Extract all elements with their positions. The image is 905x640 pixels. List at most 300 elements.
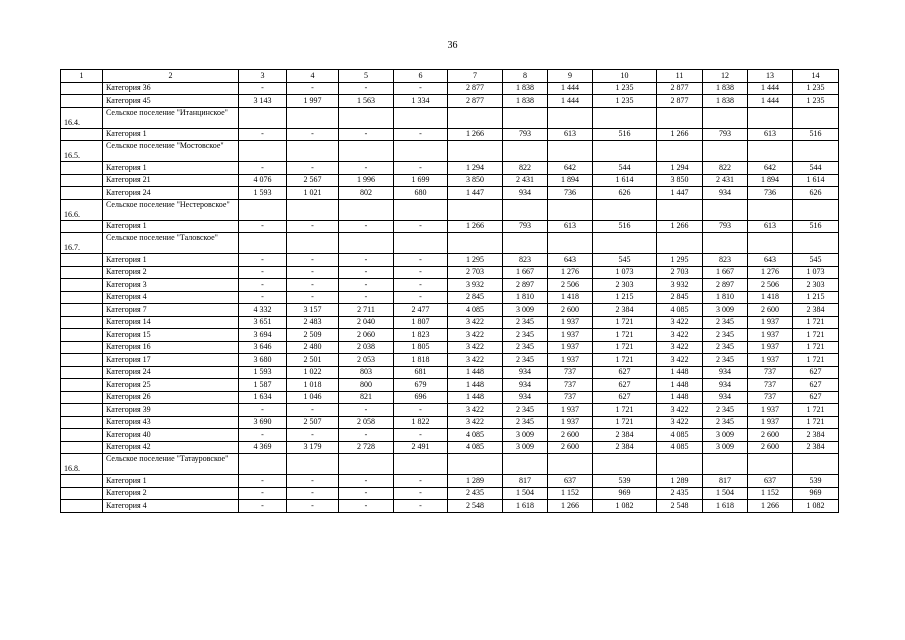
value-cell: 627 — [593, 366, 657, 379]
empty-cell — [448, 141, 503, 162]
value-cell: - — [287, 429, 339, 442]
value-cell: 3 422 — [448, 354, 503, 367]
category-name: Категория 24 — [103, 366, 239, 379]
value-cell: 3 694 — [239, 329, 287, 342]
column-header: 13 — [748, 70, 793, 83]
value-cell: 1 810 — [503, 291, 548, 304]
row-code — [61, 95, 103, 108]
value-cell: - — [339, 291, 394, 304]
empty-cell — [287, 454, 339, 475]
value-cell: 2 600 — [748, 429, 793, 442]
value-cell: 822 — [503, 162, 548, 175]
settlement-name: Сельское поселение "Итанцинское" — [103, 107, 239, 128]
empty-cell — [394, 233, 448, 254]
column-header: 5 — [339, 70, 394, 83]
value-cell: - — [287, 220, 339, 233]
value-cell: - — [239, 266, 287, 279]
value-cell: 1 082 — [793, 500, 839, 513]
value-cell: 1 266 — [657, 128, 703, 141]
value-cell: 793 — [503, 220, 548, 233]
empty-cell — [793, 199, 839, 220]
value-cell: 934 — [703, 366, 748, 379]
value-cell: 736 — [748, 187, 793, 200]
value-cell: 1 444 — [748, 95, 793, 108]
row-code — [61, 475, 103, 488]
row-code — [61, 341, 103, 354]
value-cell: 1 937 — [748, 341, 793, 354]
category-name: Категория 42 — [103, 441, 239, 454]
value-cell: 2 711 — [339, 304, 394, 317]
value-cell: 626 — [793, 187, 839, 200]
category-name: Категория 1 — [103, 254, 239, 267]
category-name: Категория 1 — [103, 128, 239, 141]
value-cell: 1 818 — [394, 354, 448, 367]
value-cell: 802 — [339, 187, 394, 200]
value-cell: 737 — [748, 366, 793, 379]
value-cell: 736 — [548, 187, 593, 200]
value-cell: 696 — [394, 391, 448, 404]
value-cell: - — [287, 291, 339, 304]
empty-cell — [657, 141, 703, 162]
value-cell: 2 845 — [657, 291, 703, 304]
value-cell: - — [339, 475, 394, 488]
empty-cell — [703, 233, 748, 254]
row-code: 16.5. — [61, 141, 103, 162]
table-header-row — [61, 70, 839, 83]
row-code — [61, 291, 103, 304]
row-code: 16.4. — [61, 107, 103, 128]
value-cell: 1 266 — [748, 500, 793, 513]
value-cell: 1 334 — [394, 95, 448, 108]
empty-cell — [503, 107, 548, 128]
value-cell: 1 823 — [394, 329, 448, 342]
value-cell: 2 703 — [657, 266, 703, 279]
value-cell: 817 — [703, 475, 748, 488]
value-cell: 1 266 — [657, 220, 703, 233]
category-name: Категория 15 — [103, 329, 239, 342]
value-cell: 2 058 — [339, 416, 394, 429]
category-name: Категория 24 — [103, 187, 239, 200]
empty-cell — [287, 199, 339, 220]
value-cell: 737 — [548, 379, 593, 392]
table-row — [61, 404, 839, 417]
table-body — [61, 70, 839, 513]
value-cell: 1 447 — [448, 187, 503, 200]
value-cell: 817 — [503, 475, 548, 488]
value-cell: 2 345 — [503, 316, 548, 329]
empty-cell — [339, 199, 394, 220]
empty-cell — [548, 199, 593, 220]
value-cell: 1 046 — [287, 391, 339, 404]
row-code — [61, 404, 103, 417]
category-name: Категория 17 — [103, 354, 239, 367]
value-cell: 4 085 — [657, 441, 703, 454]
category-name: Категория 14 — [103, 316, 239, 329]
value-cell: 969 — [793, 487, 839, 500]
value-cell: 2 897 — [503, 279, 548, 292]
value-cell: 4 085 — [448, 441, 503, 454]
value-cell: - — [394, 500, 448, 513]
value-cell: 1 587 — [239, 379, 287, 392]
value-cell: 2 060 — [339, 329, 394, 342]
value-cell: 2 345 — [503, 329, 548, 342]
row-code — [61, 429, 103, 442]
value-cell: 642 — [548, 162, 593, 175]
row-code — [61, 304, 103, 317]
empty-cell — [287, 107, 339, 128]
row-code — [61, 187, 103, 200]
table-row — [61, 475, 839, 488]
row-code — [61, 162, 103, 175]
value-cell: 737 — [748, 379, 793, 392]
value-cell: - — [287, 404, 339, 417]
value-cell: 1 937 — [748, 329, 793, 342]
value-cell: - — [239, 220, 287, 233]
value-cell: 1 618 — [703, 500, 748, 513]
empty-cell — [548, 454, 593, 475]
category-name: Категория 1 — [103, 162, 239, 175]
value-cell: 1 448 — [657, 391, 703, 404]
empty-cell — [593, 454, 657, 475]
value-cell: 934 — [503, 391, 548, 404]
value-cell: 969 — [593, 487, 657, 500]
row-code — [61, 366, 103, 379]
empty-cell — [339, 454, 394, 475]
empty-cell — [593, 141, 657, 162]
value-cell: 613 — [548, 128, 593, 141]
row-code — [61, 329, 103, 342]
value-cell: 934 — [503, 366, 548, 379]
empty-cell — [448, 107, 503, 128]
value-cell: 643 — [548, 254, 593, 267]
section-row — [61, 107, 839, 128]
value-cell: 643 — [748, 254, 793, 267]
value-cell: 3 009 — [703, 441, 748, 454]
value-cell: 2 384 — [793, 441, 839, 454]
table-row — [61, 279, 839, 292]
empty-cell — [657, 107, 703, 128]
empty-cell — [593, 199, 657, 220]
value-cell: 2 703 — [448, 266, 503, 279]
value-cell: - — [339, 128, 394, 141]
empty-cell — [448, 199, 503, 220]
row-code — [61, 354, 103, 367]
value-cell: 3 157 — [287, 304, 339, 317]
value-cell: 516 — [793, 128, 839, 141]
value-cell: - — [339, 404, 394, 417]
empty-cell — [548, 233, 593, 254]
value-cell: 2 384 — [593, 429, 657, 442]
empty-cell — [793, 233, 839, 254]
value-cell: 1 295 — [657, 254, 703, 267]
value-cell: 1 667 — [503, 266, 548, 279]
value-cell: 1 289 — [657, 475, 703, 488]
table-row — [61, 82, 839, 95]
value-cell: 516 — [593, 128, 657, 141]
empty-cell — [657, 233, 703, 254]
column-header: 1 — [61, 70, 103, 83]
value-cell: 637 — [748, 475, 793, 488]
value-cell: 2 600 — [748, 304, 793, 317]
value-cell: 1 266 — [548, 500, 593, 513]
value-cell: 2 600 — [548, 429, 593, 442]
table-row — [61, 329, 839, 342]
value-cell: 1 937 — [748, 354, 793, 367]
value-cell: 626 — [593, 187, 657, 200]
value-cell: - — [339, 220, 394, 233]
table-row — [61, 162, 839, 175]
value-cell: 3 422 — [448, 329, 503, 342]
value-cell: 2 345 — [703, 404, 748, 417]
value-cell: 2 345 — [503, 404, 548, 417]
value-cell: - — [287, 82, 339, 95]
empty-cell — [239, 199, 287, 220]
empty-cell — [394, 454, 448, 475]
empty-cell — [703, 199, 748, 220]
value-cell: - — [287, 475, 339, 488]
value-cell: - — [339, 254, 394, 267]
section-row — [61, 454, 839, 475]
value-cell: 1 838 — [703, 95, 748, 108]
value-cell: 3 651 — [239, 316, 287, 329]
value-cell: 1 822 — [394, 416, 448, 429]
column-header: 14 — [793, 70, 839, 83]
value-cell: 2 384 — [593, 441, 657, 454]
page-number: 36 — [447, 40, 458, 51]
table-row — [61, 304, 839, 317]
value-cell: - — [339, 279, 394, 292]
column-header: 9 — [548, 70, 593, 83]
tariff-table — [60, 69, 839, 513]
value-cell: - — [287, 487, 339, 500]
value-cell: 1 614 — [793, 174, 839, 187]
value-cell: 2 477 — [394, 304, 448, 317]
value-cell: 823 — [503, 254, 548, 267]
value-cell: 821 — [339, 391, 394, 404]
empty-cell — [448, 233, 503, 254]
empty-cell — [503, 141, 548, 162]
empty-cell — [239, 107, 287, 128]
value-cell: 1 022 — [287, 366, 339, 379]
value-cell: 681 — [394, 366, 448, 379]
value-cell: 1 294 — [657, 162, 703, 175]
value-cell: 4 085 — [657, 429, 703, 442]
row-code — [61, 174, 103, 187]
empty-cell — [239, 141, 287, 162]
value-cell: 1 937 — [548, 329, 593, 342]
empty-cell — [339, 141, 394, 162]
value-cell: 2 509 — [287, 329, 339, 342]
category-name: Категория 40 — [103, 429, 239, 442]
table-row — [61, 220, 839, 233]
value-cell: 1 235 — [793, 95, 839, 108]
value-cell: 1 667 — [703, 266, 748, 279]
value-cell: 2 345 — [503, 416, 548, 429]
value-cell: - — [394, 291, 448, 304]
value-cell: - — [239, 128, 287, 141]
category-name: Категория 21 — [103, 174, 239, 187]
category-name: Категория 43 — [103, 416, 239, 429]
value-cell: 539 — [793, 475, 839, 488]
value-cell: 4 332 — [239, 304, 287, 317]
value-cell: 627 — [793, 366, 839, 379]
value-cell: 2 435 — [657, 487, 703, 500]
empty-cell — [793, 107, 839, 128]
empty-cell — [287, 233, 339, 254]
value-cell: 2 600 — [548, 441, 593, 454]
value-cell: - — [287, 500, 339, 513]
value-cell: 1 721 — [593, 404, 657, 417]
value-cell: 803 — [339, 366, 394, 379]
table-row — [61, 266, 839, 279]
value-cell: 1 894 — [548, 174, 593, 187]
value-cell: 3 143 — [239, 95, 287, 108]
value-cell: 1 448 — [657, 379, 703, 392]
settlement-name: Сельское поселение "Мостовское" — [103, 141, 239, 162]
value-cell: 934 — [503, 187, 548, 200]
value-cell: 2 480 — [287, 341, 339, 354]
value-cell: 1 418 — [548, 291, 593, 304]
column-header: 4 — [287, 70, 339, 83]
column-header: 2 — [103, 70, 239, 83]
value-cell: 3 422 — [448, 316, 503, 329]
table-row — [61, 441, 839, 454]
value-cell: 627 — [793, 379, 839, 392]
value-cell: 613 — [748, 220, 793, 233]
value-cell: 1 593 — [239, 187, 287, 200]
value-cell: 4 085 — [657, 304, 703, 317]
value-cell: 1 721 — [793, 416, 839, 429]
value-cell: 2 501 — [287, 354, 339, 367]
row-code — [61, 266, 103, 279]
category-name: Категория 1 — [103, 220, 239, 233]
empty-cell — [748, 233, 793, 254]
value-cell: 1 082 — [593, 500, 657, 513]
value-cell: 1 721 — [593, 341, 657, 354]
category-name: Категория 3 — [103, 279, 239, 292]
value-cell: 2 507 — [287, 416, 339, 429]
section-row — [61, 233, 839, 254]
empty-cell — [793, 454, 839, 475]
value-cell: - — [394, 266, 448, 279]
value-cell: 1 810 — [703, 291, 748, 304]
value-cell: 2 728 — [339, 441, 394, 454]
value-cell: 1 448 — [657, 366, 703, 379]
category-name: Категория 1 — [103, 475, 239, 488]
value-cell: 545 — [593, 254, 657, 267]
table-row — [61, 291, 839, 304]
value-cell: 2 877 — [448, 82, 503, 95]
value-cell: 2 897 — [703, 279, 748, 292]
value-cell: 1 614 — [593, 174, 657, 187]
category-name: Категория 39 — [103, 404, 239, 417]
value-cell: 737 — [548, 366, 593, 379]
value-cell: - — [394, 429, 448, 442]
value-cell: 2 303 — [793, 279, 839, 292]
value-cell: - — [287, 162, 339, 175]
value-cell: 737 — [748, 391, 793, 404]
value-cell: - — [239, 500, 287, 513]
table-row — [61, 128, 839, 141]
value-cell: - — [394, 128, 448, 141]
value-cell: - — [239, 291, 287, 304]
value-cell: 2 567 — [287, 174, 339, 187]
value-cell: 3 680 — [239, 354, 287, 367]
value-cell: - — [339, 82, 394, 95]
value-cell: 934 — [703, 391, 748, 404]
empty-cell — [339, 233, 394, 254]
value-cell: 1 937 — [548, 341, 593, 354]
value-cell: 2 877 — [448, 95, 503, 108]
value-cell: - — [287, 128, 339, 141]
table-row — [61, 487, 839, 500]
value-cell: 2 435 — [448, 487, 503, 500]
value-cell: 2 040 — [339, 316, 394, 329]
empty-cell — [503, 233, 548, 254]
value-cell: 1 937 — [548, 416, 593, 429]
value-cell: 516 — [593, 220, 657, 233]
row-code: 16.6. — [61, 199, 103, 220]
value-cell: 1 721 — [593, 329, 657, 342]
section-row — [61, 141, 839, 162]
empty-cell — [748, 107, 793, 128]
empty-cell — [448, 454, 503, 475]
value-cell: 1 997 — [287, 95, 339, 108]
settlement-name: Сельское поселение "Нестеровское" — [103, 199, 239, 220]
value-cell: 2 384 — [793, 304, 839, 317]
empty-cell — [703, 141, 748, 162]
value-cell: 1 289 — [448, 475, 503, 488]
value-cell: 1 504 — [703, 487, 748, 500]
value-cell: 1 721 — [593, 416, 657, 429]
value-cell: 2 345 — [703, 341, 748, 354]
value-cell: 2 548 — [448, 500, 503, 513]
table-row — [61, 316, 839, 329]
value-cell: 1 418 — [748, 291, 793, 304]
value-cell: 627 — [593, 391, 657, 404]
value-cell: 3 422 — [448, 404, 503, 417]
empty-cell — [287, 141, 339, 162]
value-cell: 3 422 — [657, 316, 703, 329]
value-cell: 3 422 — [657, 416, 703, 429]
value-cell: 1 295 — [448, 254, 503, 267]
value-cell: 1 996 — [339, 174, 394, 187]
category-name: Категория 4 — [103, 500, 239, 513]
value-cell: 2 038 — [339, 341, 394, 354]
value-cell: 1 721 — [793, 329, 839, 342]
value-cell: 1 721 — [593, 354, 657, 367]
value-cell: - — [287, 254, 339, 267]
value-cell: 2 431 — [703, 174, 748, 187]
value-cell: - — [339, 162, 394, 175]
category-name: Категория 16 — [103, 341, 239, 354]
column-header: 7 — [448, 70, 503, 83]
value-cell: 2 600 — [548, 304, 593, 317]
value-cell: 2 303 — [593, 279, 657, 292]
value-cell: 1 444 — [548, 95, 593, 108]
category-name: Категория 45 — [103, 95, 239, 108]
value-cell: 1 721 — [793, 404, 839, 417]
value-cell: 1 073 — [593, 266, 657, 279]
value-cell: 1 721 — [593, 316, 657, 329]
value-cell: 627 — [793, 391, 839, 404]
value-cell: 737 — [548, 391, 593, 404]
value-cell: - — [394, 404, 448, 417]
value-cell: 1 266 — [448, 220, 503, 233]
value-cell: 1 152 — [548, 487, 593, 500]
value-cell: - — [394, 487, 448, 500]
empty-cell — [593, 233, 657, 254]
